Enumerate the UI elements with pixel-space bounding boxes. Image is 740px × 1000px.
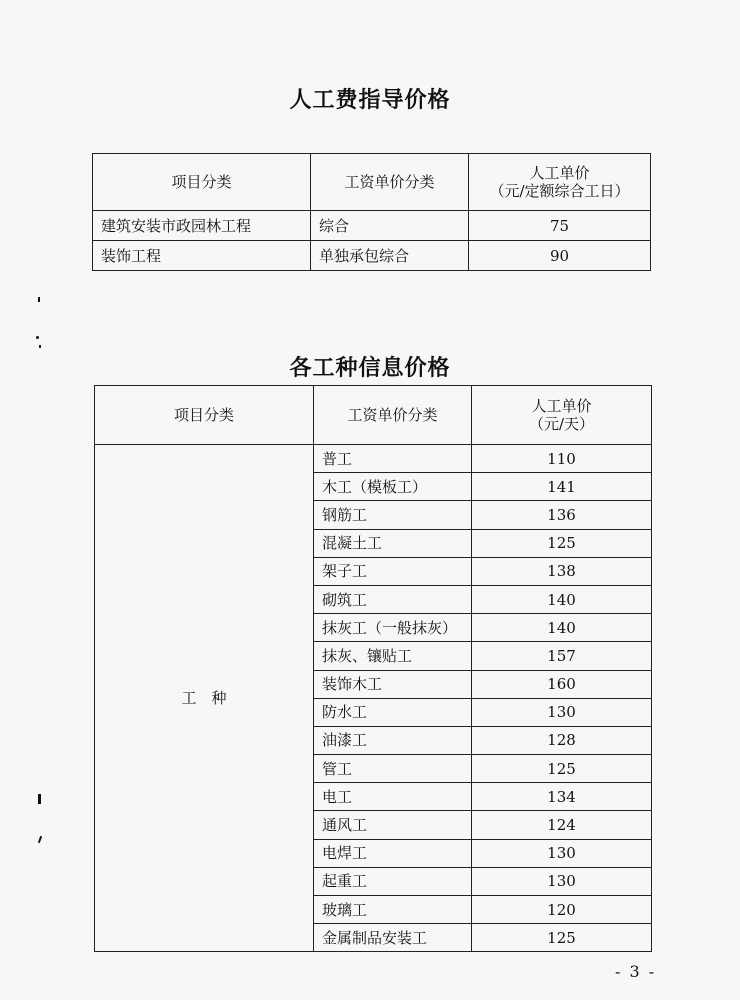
row-price: 125 bbox=[472, 529, 652, 557]
row-wage-type: 抹灰工（一般抹灰） bbox=[314, 614, 472, 642]
row-wage-type: 架子工 bbox=[314, 557, 472, 585]
scan-speck bbox=[38, 297, 40, 302]
header-unit-price-line2: （元/定额综合工日） bbox=[489, 182, 630, 200]
row-wage-type: 普工 bbox=[314, 445, 472, 473]
group-label: 工 种 bbox=[95, 445, 314, 952]
scan-speck bbox=[36, 336, 39, 339]
row-price: 141 bbox=[472, 473, 652, 501]
row-price: 128 bbox=[472, 726, 652, 754]
row-wage-type: 通风工 bbox=[314, 811, 472, 839]
row-wage-type: 玻璃工 bbox=[314, 896, 472, 924]
table-header-row bbox=[95, 386, 652, 445]
row-wage-type: 油漆工 bbox=[314, 726, 472, 754]
table-row bbox=[93, 241, 651, 271]
row-wage-type: 电焊工 bbox=[314, 839, 472, 867]
section1-title: 人工费指导价格 bbox=[289, 88, 451, 113]
row-category: 装饰工程 bbox=[93, 241, 311, 271]
scan-speck bbox=[38, 794, 41, 804]
page-number: - 3 - bbox=[615, 962, 657, 981]
table-header-row bbox=[93, 154, 651, 211]
scan-speck bbox=[39, 345, 41, 348]
row-wage-type: 管工 bbox=[314, 755, 472, 783]
row-price: 125 bbox=[472, 924, 652, 952]
header-unit-price-line1: 人工单价 bbox=[529, 164, 590, 182]
row-price: 140 bbox=[472, 614, 652, 642]
scan-speck bbox=[38, 836, 42, 843]
labor-guide-price-table bbox=[92, 153, 651, 271]
row-price: 134 bbox=[472, 783, 652, 811]
row-price: 136 bbox=[472, 501, 652, 529]
row-wage-type: 起重工 bbox=[314, 867, 472, 895]
row-wage-type: 钢筋工 bbox=[314, 501, 472, 529]
row-price: 138 bbox=[472, 557, 652, 585]
row-wage-type: 单独承包综合 bbox=[311, 241, 469, 271]
row-price: 130 bbox=[472, 867, 652, 895]
header-unit-price-line2: （元/天） bbox=[528, 415, 595, 433]
row-wage-type: 木工（模板工） bbox=[314, 473, 472, 501]
row-wage-type: 装饰木工 bbox=[314, 670, 472, 698]
row-wage-type: 综合 bbox=[311, 211, 469, 241]
header-unit-price-line1: 人工单价 bbox=[531, 397, 592, 415]
row-price: 124 bbox=[472, 811, 652, 839]
row-wage-type: 电工 bbox=[314, 783, 472, 811]
header-unit-price bbox=[472, 386, 652, 445]
row-price: 130 bbox=[472, 698, 652, 726]
row-price: 110 bbox=[472, 445, 652, 473]
row-wage-type: 混凝土工 bbox=[314, 529, 472, 557]
header-wage-type: 工资单价分类 bbox=[311, 154, 469, 211]
row-wage-type: 抹灰、镶贴工 bbox=[314, 642, 472, 670]
row-price: 160 bbox=[472, 670, 652, 698]
header-wage-type: 工资单价分类 bbox=[314, 386, 472, 445]
row-price: 125 bbox=[472, 755, 652, 783]
row-price: 120 bbox=[472, 896, 652, 924]
trade-info-price-table bbox=[94, 385, 652, 952]
row-price: 130 bbox=[472, 839, 652, 867]
header-category: 项目分类 bbox=[95, 386, 314, 445]
row-price: 140 bbox=[472, 585, 652, 613]
row-wage-type: 砌筑工 bbox=[314, 585, 472, 613]
header-unit-price bbox=[469, 154, 651, 211]
table-row bbox=[95, 445, 652, 473]
row-price: 75 bbox=[469, 211, 651, 241]
row-price: 157 bbox=[472, 642, 652, 670]
row-category: 建筑安装市政园林工程 bbox=[93, 211, 311, 241]
table-row bbox=[93, 211, 651, 241]
row-price: 90 bbox=[469, 241, 651, 271]
section2-title: 各工种信息价格 bbox=[289, 356, 451, 381]
row-wage-type: 防水工 bbox=[314, 698, 472, 726]
row-wage-type: 金属制品安装工 bbox=[314, 924, 472, 952]
header-category: 项目分类 bbox=[93, 154, 311, 211]
